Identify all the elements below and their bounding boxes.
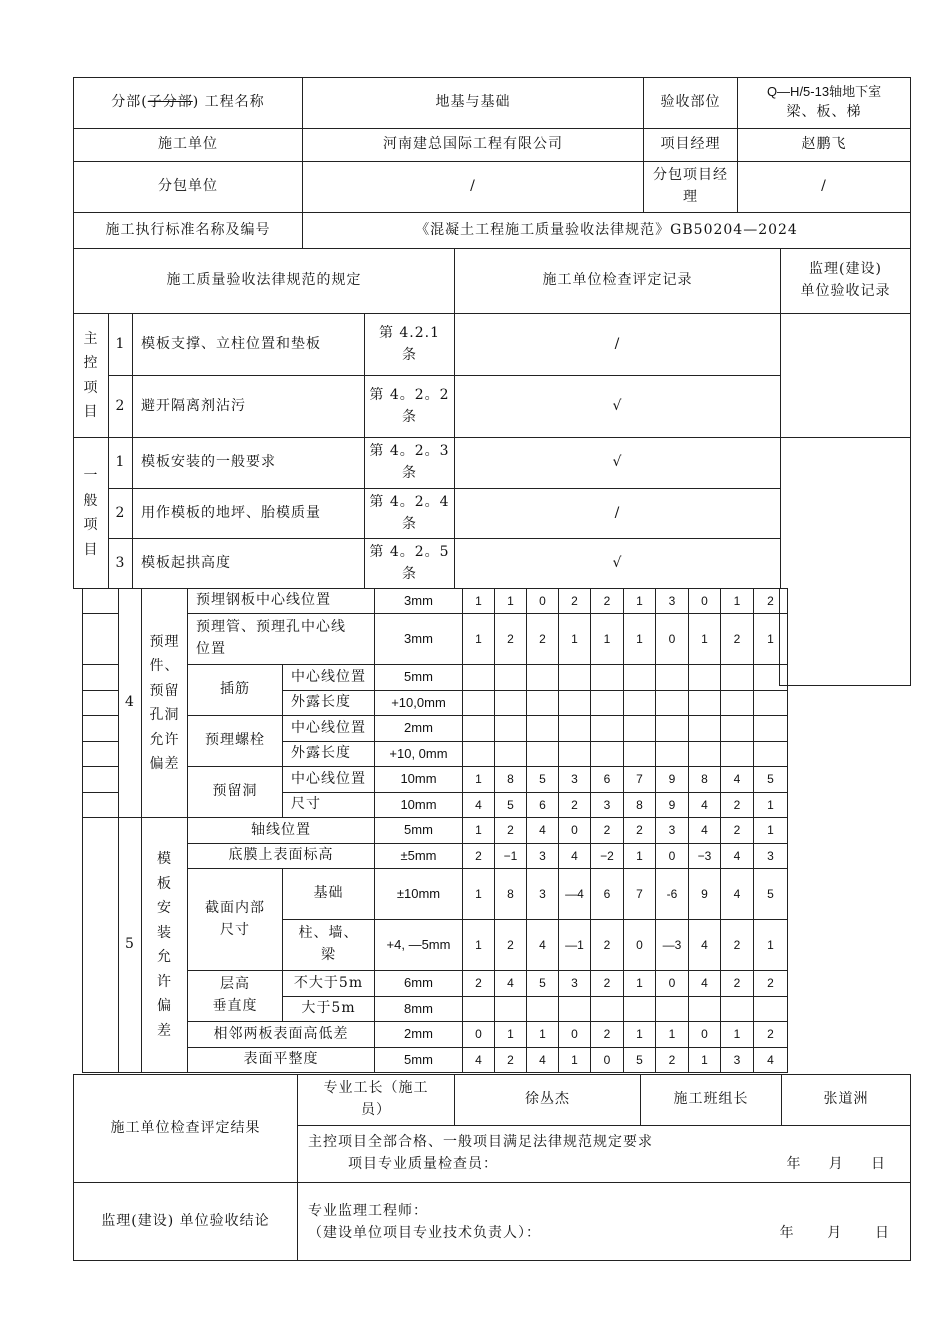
check-item-name: 尺寸: [283, 793, 375, 818]
item-result: √: [455, 539, 781, 589]
measured-value: [527, 997, 559, 1022]
item-no: 2: [109, 489, 133, 539]
measured-value: 1: [463, 767, 495, 793]
check-group-name: 层高 垂直度: [188, 971, 283, 1022]
item-name: 模板支撑、立柱位置和垫板: [133, 314, 365, 376]
measured-value: 2: [559, 589, 591, 614]
check-group-name: 预留洞: [188, 767, 283, 818]
measured-value: [721, 742, 754, 767]
tolerance: 3mm: [375, 614, 463, 665]
check-item-name: 柱、墙、 梁: [283, 920, 375, 971]
item-no: 2: [109, 376, 133, 438]
supervision-cell: [781, 314, 911, 438]
measured-value: 0: [624, 920, 656, 971]
tolerance: 2mm: [375, 716, 463, 742]
conclusion-text: 主控项目全部合格、一般项目满足法律规范规定要求: [308, 1134, 653, 1150]
tolerance: 5mm: [375, 665, 463, 691]
footer-table: [73, 1074, 911, 1261]
measured-value: 1: [754, 614, 788, 665]
item-no: 1: [109, 314, 133, 376]
measured-value: 5: [527, 767, 559, 793]
measured-value: 2: [591, 1022, 624, 1048]
measured-value: [591, 742, 624, 767]
tolerance: 3mm: [375, 589, 463, 614]
check-item-name: 外露长度: [283, 742, 375, 767]
item-result: √: [455, 376, 781, 438]
measured-value: 1: [656, 1022, 689, 1048]
measured-value: [754, 742, 788, 767]
tolerance: +4, —5mm: [375, 920, 463, 971]
tolerance: 8mm: [375, 997, 463, 1022]
measured-value: 1: [591, 614, 624, 665]
measured-value: [463, 665, 495, 691]
measured-value: 0: [527, 589, 559, 614]
measured-value: 3: [559, 971, 591, 997]
blank-cell: [83, 793, 119, 818]
item-name: 避开隔离剂沾污: [133, 376, 365, 438]
tolerance: +10, 0mm: [375, 742, 463, 767]
check-item-name: 预埋钢板中心线位置: [188, 589, 375, 614]
tolerance: ±10mm: [375, 869, 463, 920]
item-result: /: [455, 489, 781, 539]
measured-value: 1: [559, 614, 591, 665]
measured-value: 2: [721, 793, 754, 818]
measured-value: 3: [656, 589, 689, 614]
measured-value: 4: [527, 920, 559, 971]
measured-value: 9: [656, 767, 689, 793]
measured-value: 4: [689, 971, 721, 997]
measured-value: 2: [495, 818, 527, 844]
measured-value: [689, 691, 721, 716]
standard-label: 施工执行标准名称及编号: [74, 213, 303, 249]
measured-value: [463, 716, 495, 742]
construction-unit-label: 施工单位: [74, 129, 303, 162]
measurement-table: [82, 588, 788, 1073]
check-item-name: 不大于5m: [283, 971, 375, 997]
measured-value: 0: [656, 971, 689, 997]
item-no: 4: [119, 589, 142, 818]
team-leader-label: 施工班组长: [641, 1075, 782, 1126]
measured-value: 1: [624, 614, 656, 665]
measured-value: [721, 716, 754, 742]
check-item-name: 大于5m: [283, 997, 375, 1022]
measured-value: 8: [495, 869, 527, 920]
measured-value: 2: [527, 614, 559, 665]
measured-value: [624, 691, 656, 716]
blank-cell: [83, 742, 119, 767]
measured-value: 3: [527, 844, 559, 869]
measured-value: [624, 997, 656, 1022]
supervision-header: 监理(建设) 单位验收记录: [781, 249, 911, 314]
measured-value: 2: [495, 1048, 527, 1073]
measured-value: 1: [754, 793, 788, 818]
acceptance-part-label: 验收部位: [644, 78, 738, 129]
blank-cell: [83, 818, 119, 1073]
measured-value: [754, 691, 788, 716]
measured-value: [721, 997, 754, 1022]
measured-value: 2: [721, 614, 754, 665]
spec-header: 施工质量验收法律规范的规定: [74, 249, 455, 314]
blank-cell: [83, 716, 119, 742]
measured-value: 5: [754, 767, 788, 793]
measured-value: 7: [624, 869, 656, 920]
item-clause: 第 4。2。2 条: [365, 376, 455, 438]
measured-value: [527, 691, 559, 716]
measured-value: 2: [754, 1022, 788, 1048]
result-label: 施工单位检查评定结果: [74, 1075, 298, 1183]
item-no: 1: [109, 438, 133, 489]
measured-value: 3: [721, 1048, 754, 1073]
measured-value: [463, 742, 495, 767]
item-clause: 第 4.2.1 条: [365, 314, 455, 376]
record-header: 施工单位检查评定记录: [455, 249, 781, 314]
measured-value: 1: [527, 1022, 559, 1048]
tolerance: ±5mm: [375, 844, 463, 869]
item-no: 5: [119, 818, 142, 1073]
measured-value: 4: [463, 1048, 495, 1073]
measured-value: 0: [656, 614, 689, 665]
measured-value: 2: [463, 971, 495, 997]
measured-value: 4: [527, 1048, 559, 1073]
measured-value: 4: [495, 971, 527, 997]
measured-value: 0: [559, 1022, 591, 1048]
subcontractor-label: 分包单位: [74, 162, 303, 213]
measured-value: [591, 665, 624, 691]
measured-value: [495, 997, 527, 1022]
check-group-name: 预理螺栓: [188, 716, 283, 767]
check-item-name: 表面平整度: [188, 1048, 375, 1073]
measured-value: —4: [559, 869, 591, 920]
item-no: 3: [109, 539, 133, 589]
item-name: 模板安装的一般要求: [133, 438, 365, 489]
measured-value: 2: [463, 844, 495, 869]
check-item-name: 底膜上表面标高: [188, 844, 375, 869]
measured-value: 0: [591, 1048, 624, 1073]
measured-value: 4: [721, 869, 754, 920]
foreman-value: 徐丛杰: [455, 1075, 641, 1126]
measured-value: [721, 665, 754, 691]
check-group-name: 插筋: [188, 665, 283, 716]
sub-project-label: 分部(子分部) 工程名称: [74, 78, 303, 129]
measured-value: 4: [689, 793, 721, 818]
measured-value: 2: [721, 818, 754, 844]
measured-value: [463, 997, 495, 1022]
measured-value: 1: [624, 1022, 656, 1048]
subcontractor-value: /: [303, 162, 644, 213]
measured-value: 1: [721, 589, 754, 614]
general-label: 一 般 项 目: [74, 438, 109, 589]
measured-value: 0: [463, 1022, 495, 1048]
item-result: √: [455, 438, 781, 489]
supervision-cell: [781, 438, 911, 589]
measured-value: 1: [624, 589, 656, 614]
measured-value: 2: [591, 818, 624, 844]
item-name: 用作模板的地坪、胎模质量: [133, 489, 365, 539]
measured-value: 5: [624, 1048, 656, 1073]
measured-value: 2: [624, 818, 656, 844]
measured-value: [624, 665, 656, 691]
acceptance-part-value: Q—H/5-13轴地下室 梁、板、梯: [738, 78, 911, 129]
measured-value: [559, 665, 591, 691]
measured-value: 3: [754, 844, 788, 869]
measured-value: [591, 716, 624, 742]
measured-value: 2: [754, 971, 788, 997]
measured-value: 2: [656, 1048, 689, 1073]
measured-value: 2: [559, 793, 591, 818]
measured-value: [754, 997, 788, 1022]
measured-value: [527, 742, 559, 767]
project-manager-value: 赵鹏飞: [738, 129, 911, 162]
team-leader-value: 张道洲: [782, 1075, 911, 1126]
blank-cell: [83, 691, 119, 716]
measured-value: 3: [527, 869, 559, 920]
sub-project-name: 地基与基础: [303, 78, 644, 129]
sub-pm-label: 分包项目经 理: [644, 162, 738, 213]
inspector-label: 项目专业质量检查员：: [348, 1155, 498, 1172]
measured-value: 8: [624, 793, 656, 818]
measured-value: 0: [656, 844, 689, 869]
measured-value: 4: [754, 1048, 788, 1073]
measured-value: [689, 665, 721, 691]
measured-value: [689, 716, 721, 742]
conclusion-cell: [298, 1126, 911, 1183]
measured-value: 8: [495, 767, 527, 793]
measured-value: [754, 665, 788, 691]
measured-value: 0: [689, 589, 721, 614]
measured-value: 2: [591, 589, 624, 614]
measured-value: 9: [656, 793, 689, 818]
measured-value: 1: [495, 1022, 527, 1048]
measured-value: 5: [754, 869, 788, 920]
supervision-column-extension: [779, 588, 911, 686]
measured-value: 1: [624, 844, 656, 869]
spec-table: [73, 248, 911, 589]
measured-value: 1: [754, 920, 788, 971]
measured-value: [591, 997, 624, 1022]
measured-value: [656, 997, 689, 1022]
blank-cell: [83, 665, 119, 691]
measured-value: 3: [656, 818, 689, 844]
measured-value: 6: [591, 767, 624, 793]
tolerance: +10,0mm: [375, 691, 463, 716]
check-item-name: 中心线位置: [283, 767, 375, 793]
measured-value: [495, 742, 527, 767]
measured-value: 2: [591, 971, 624, 997]
check-item-name: 外露长度: [283, 691, 375, 716]
measured-value: [527, 716, 559, 742]
measured-value: 1: [689, 614, 721, 665]
check-item-name: 基础: [283, 869, 375, 920]
measured-value: 2: [721, 971, 754, 997]
measured-value: 1: [463, 920, 495, 971]
item-clause: 第 4。2。3 条: [365, 438, 455, 489]
measured-value: 1: [624, 971, 656, 997]
check-item-name: 中心线位置: [283, 716, 375, 742]
measured-value: 4: [463, 793, 495, 818]
measured-value: 1: [463, 589, 495, 614]
measured-value: [495, 716, 527, 742]
tolerance: 5mm: [375, 818, 463, 844]
measured-value: 9: [689, 869, 721, 920]
measured-value: 2: [754, 589, 788, 614]
measured-value: 4: [527, 818, 559, 844]
measured-value: [495, 691, 527, 716]
supervision-conclusion-cell: [298, 1183, 911, 1261]
tolerance: 10mm: [375, 767, 463, 793]
measured-value: 4: [559, 844, 591, 869]
measured-value: 1: [463, 869, 495, 920]
measured-value: 3: [559, 767, 591, 793]
measured-value: 8: [689, 767, 721, 793]
tolerance: 2mm: [375, 1022, 463, 1048]
item-name: 模板起拱高度: [133, 539, 365, 589]
measured-value: [656, 742, 689, 767]
measured-value: 7: [624, 767, 656, 793]
measured-value: [624, 742, 656, 767]
sub-pm-value: /: [738, 162, 911, 213]
measured-value: 4: [689, 818, 721, 844]
measured-value: −1: [495, 844, 527, 869]
supervision-label: 监理(建设) 单位验收结论: [74, 1183, 298, 1261]
tolerance: 10mm: [375, 793, 463, 818]
measured-value: [559, 691, 591, 716]
standard-value: 《混凝土工程施工质量验收法律规范》GB50204—2024: [303, 213, 911, 249]
measured-value: [559, 742, 591, 767]
supervisor-label: 专业监理工程师：: [308, 1203, 428, 1219]
measured-value: [689, 997, 721, 1022]
formwork-label: 模 板 安 装 允 许 偏 差: [142, 818, 188, 1073]
check-item-name: 预理管、预理孔中心线 位置: [188, 614, 375, 665]
measured-value: 1: [559, 1048, 591, 1073]
measured-value: [624, 716, 656, 742]
blank-cell: [83, 589, 119, 614]
measured-value: 1: [689, 1048, 721, 1073]
measured-value: [463, 691, 495, 716]
measured-value: —3: [656, 920, 689, 971]
measured-value: 6: [527, 793, 559, 818]
measured-value: —1: [559, 920, 591, 971]
measured-value: 2: [495, 614, 527, 665]
measured-value: [495, 665, 527, 691]
tolerance: 5mm: [375, 1048, 463, 1073]
check-item-name: 中心线位置: [283, 665, 375, 691]
measured-value: 1: [495, 589, 527, 614]
measured-value: 4: [689, 920, 721, 971]
item-clause: 第 4。2。4 条: [365, 489, 455, 539]
measured-value: [689, 742, 721, 767]
measured-value: [656, 665, 689, 691]
measured-value: 2: [591, 920, 624, 971]
construction-unit-value: 河南建总国际工程有限公司: [303, 129, 644, 162]
measured-value: 0: [559, 818, 591, 844]
check-item-name: 轴线位置: [188, 818, 375, 844]
owner-label: （建设单位项目专业技术负责人）：: [308, 1224, 541, 1241]
blank-cell: [83, 614, 119, 665]
measured-value: [656, 691, 689, 716]
measured-value: 2: [721, 920, 754, 971]
measured-value: 4: [721, 844, 754, 869]
measured-value: [527, 665, 559, 691]
measured-value: 6: [591, 869, 624, 920]
measured-value: 5: [495, 793, 527, 818]
measured-value: [754, 716, 788, 742]
measured-value: [656, 716, 689, 742]
measured-value: [559, 997, 591, 1022]
measured-value: -6: [656, 869, 689, 920]
tolerance: 6mm: [375, 971, 463, 997]
measured-value: 1: [463, 614, 495, 665]
measured-value: 0: [689, 1022, 721, 1048]
measured-value: [591, 691, 624, 716]
blank-cell: [83, 767, 119, 793]
measured-value: 1: [754, 818, 788, 844]
item-result: /: [455, 314, 781, 376]
date-1: 年 月 日: [786, 1155, 886, 1172]
date-2: 年 月 日: [779, 1224, 890, 1241]
item-clause: 第 4。2。5 条: [365, 539, 455, 589]
header-table: [73, 77, 911, 249]
check-item-name: 相邻两板表面高低差: [188, 1022, 375, 1048]
measured-value: −2: [591, 844, 624, 869]
embedded-label: 预理 件、 预留 孔洞 允许 偏差: [142, 589, 188, 818]
measured-value: 2: [495, 920, 527, 971]
measured-value: 1: [721, 1022, 754, 1048]
main-control-label: 主 控 项 目: [74, 314, 109, 438]
measured-value: 1: [463, 818, 495, 844]
measured-value: 5: [527, 971, 559, 997]
measured-value: 4: [721, 767, 754, 793]
measured-value: −3: [689, 844, 721, 869]
check-group-name: 截面内部 尺寸: [188, 869, 283, 971]
measured-value: [721, 691, 754, 716]
project-manager-label: 项目经理: [644, 129, 738, 162]
foreman-label: 专业工长（施工 员）: [298, 1075, 455, 1126]
measured-value: [559, 716, 591, 742]
measured-value: 3: [591, 793, 624, 818]
